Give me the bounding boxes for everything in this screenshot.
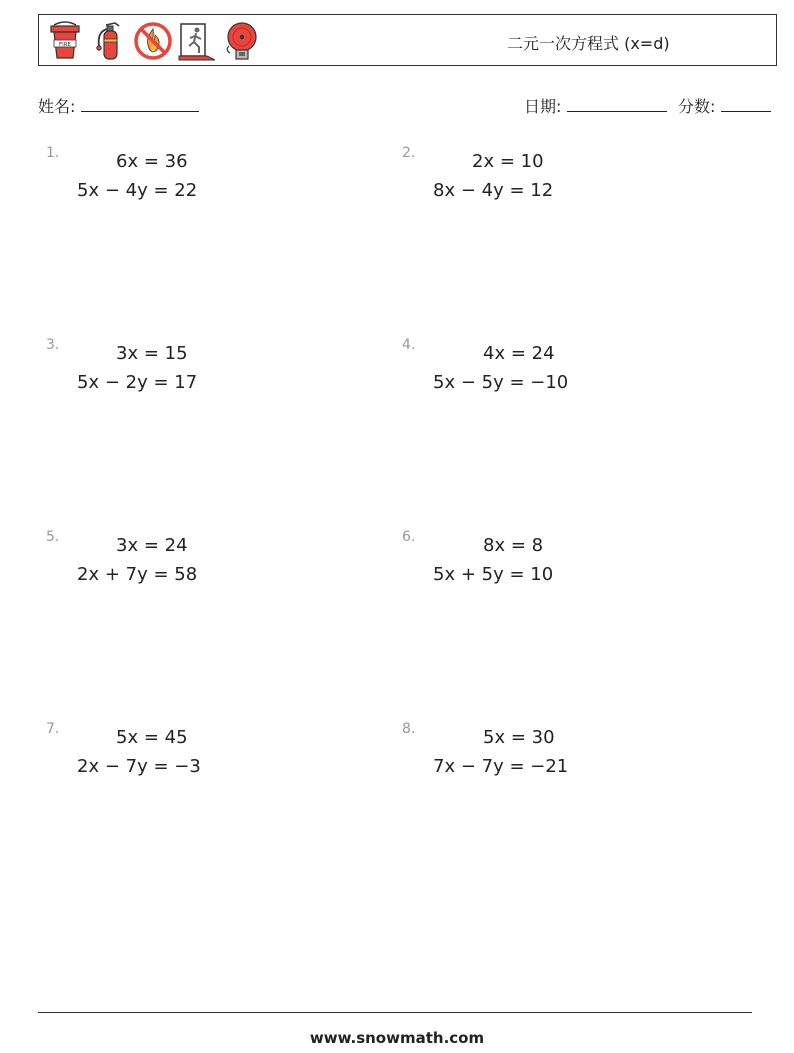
problem-number: 2. <box>402 145 416 161</box>
name-field <box>38 94 199 117</box>
equation-1: 2x = 10 <box>472 151 544 172</box>
emergency-exit-icon <box>177 20 217 62</box>
equation-2: 2x − 7y = −3 <box>77 756 201 777</box>
equation-2: 8x − 4y = 12 <box>433 180 554 201</box>
fire-extinguisher-icon <box>89 20 129 62</box>
equation-2: 5x + 5y = 10 <box>433 564 554 585</box>
problem-4 <box>402 337 602 407</box>
score-blank[interactable] <box>721 95 771 112</box>
equation-1: 3x = 24 <box>116 535 188 556</box>
score-label: 分数: <box>678 97 716 116</box>
equation-2: 2x + 7y = 58 <box>77 564 198 585</box>
problem-number: 1. <box>46 145 60 161</box>
no-fire-icon <box>133 20 173 62</box>
equation-2: 7x − 7y = −21 <box>433 756 569 777</box>
date-blank[interactable] <box>567 95 667 112</box>
problem-number: 8. <box>402 721 416 737</box>
equation-2: 5x − 5y = −10 <box>433 372 569 393</box>
problem-7 <box>46 721 246 791</box>
equation-2: 5x − 4y = 22 <box>77 180 198 201</box>
date-field <box>524 94 667 117</box>
problem-1 <box>46 145 246 215</box>
header-icon-strip <box>45 19 261 63</box>
equation-1: 5x = 30 <box>483 727 555 748</box>
problem-6 <box>402 529 602 599</box>
name-blank[interactable] <box>81 95 199 112</box>
fire-alarm-bell-icon <box>221 20 261 62</box>
problem-number: 7. <box>46 721 60 737</box>
problem-8 <box>402 721 602 791</box>
equation-1: 8x = 8 <box>483 535 544 556</box>
footer-website[interactable]: www.snowmath.com <box>309 1029 485 1047</box>
name-label: 姓名: <box>38 97 76 116</box>
fire-bucket-icon <box>45 20 85 62</box>
equation-1: 3x = 15 <box>116 343 188 364</box>
problem-5 <box>46 529 246 599</box>
problem-number: 5. <box>46 529 60 545</box>
problem-number: 4. <box>402 337 416 353</box>
problem-number: 6. <box>402 529 416 545</box>
equation-1: 4x = 24 <box>483 343 555 364</box>
svg-text:FIRE: FIRE <box>58 42 72 48</box>
problem-3 <box>46 337 246 407</box>
problem-number: 3. <box>46 337 60 353</box>
date-label: 日期: <box>524 97 562 116</box>
score-field <box>678 94 771 117</box>
equation-1: 5x = 45 <box>116 727 188 748</box>
worksheet-header <box>38 14 777 66</box>
worksheet-title: 二元一次方程式 (x=d) <box>507 34 670 53</box>
equation-1: 6x = 36 <box>116 151 188 172</box>
problem-2 <box>402 145 602 215</box>
equation-2: 5x − 2y = 17 <box>77 372 198 393</box>
footer-divider <box>38 1012 752 1013</box>
